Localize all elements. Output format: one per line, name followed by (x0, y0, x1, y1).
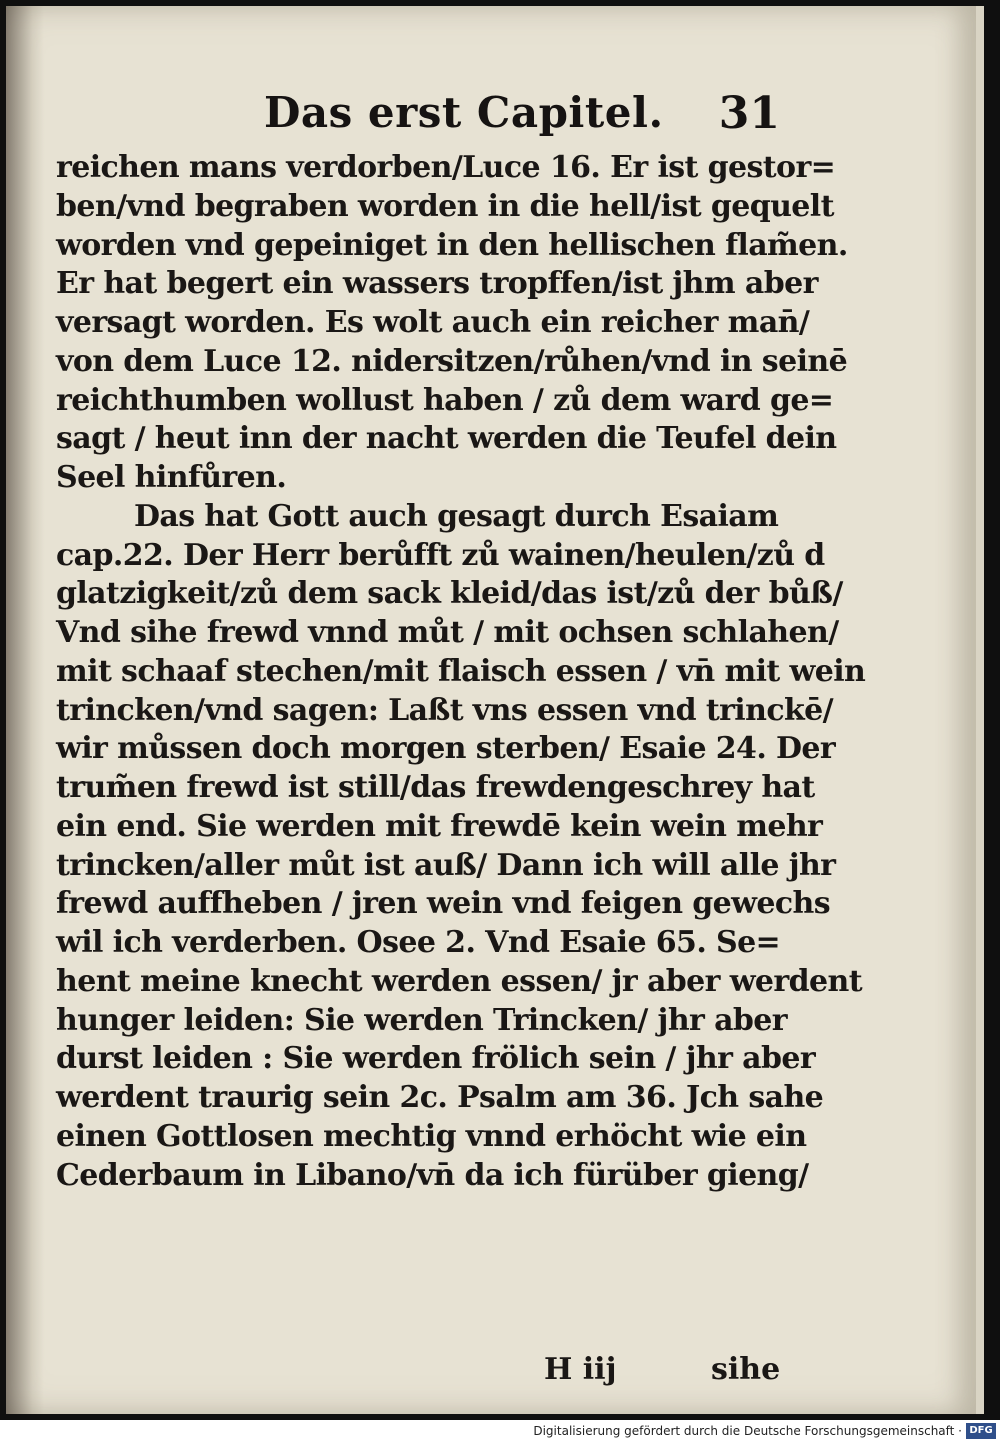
text-line: Vnd sihe frewd vnnd můt / mit ochsen schlahen/ (56, 615, 839, 650)
text-line: reichthumben wollust haben / zů dem ward ge= (56, 382, 834, 418)
text-line: glatzigkeit/zů dem sack kleid/das ist/zů der bůß/ (56, 576, 843, 612)
signature-mark: H iij (544, 1352, 617, 1387)
text-line: versagt worden. Es wolt auch ein reicher man̄/ (56, 305, 810, 340)
running-title: Das erst Capitel. (264, 88, 664, 137)
text-line: hent meine knecht werden essen/ jr aber werdent (56, 963, 862, 999)
text-line: einen Gottlosen mechtig vnnd erhöcht wie ein (56, 1118, 807, 1154)
text-line: cap.22. Der Herr berůfft zů wainen/heulen/zů d (56, 537, 825, 573)
book-page (6, 6, 984, 1414)
dfg-logo-icon: DFG (966, 1423, 996, 1439)
text-line: hunger leiden: Sie werden Trincken/ jhr aber (56, 1002, 787, 1038)
page-footer (56, 1352, 781, 1392)
text-line: trum̃en frewd ist still/das frewdengeschrey hat (56, 770, 815, 805)
text-line: Cederbaum in Libano/vn̄ da ich fürüber gieng/ (56, 1157, 809, 1193)
text-line: ben/vnd begraben worden in die hell/ist gequelt (56, 188, 834, 224)
text-line: trincken/vnd sagen: Laßt vns essen vnd trinckē/ (56, 692, 834, 728)
text-line: frewd auffheben / jren wein vnd feigen gewechs (56, 886, 831, 922)
text-line: trincken/aller můt ist auß/ Dann ich will alle jhr (56, 847, 836, 883)
text-line: ein end. Sie werden mit frewdē kein wein mehr (56, 808, 823, 844)
paragraph-start-line: Das hat Gott auch gesagt durch Esaiam (134, 498, 779, 534)
credit-text: Digitalisierung gefördert durch die Deutsche Forschungsgemeinschaft · (533, 1424, 962, 1438)
text-line: durst leiden : Sie werden frölich sein / jhr aber (56, 1041, 816, 1077)
text-line: Seel hinfůren. (56, 460, 287, 495)
text-line: Er hat begert ein wassers tropffen/ist jhm aber (56, 266, 818, 302)
text-line: sagt / heut inn der nacht werden die Teufel dein (56, 421, 837, 457)
page-header (264, 88, 784, 148)
binding-gutter (6, 6, 44, 1414)
text-line: worden vnd gepeiniget in den hellischen flam̃en. (56, 227, 848, 263)
text-line: mit schaaf stechen/mit flaisch essen / vn̄ mit wein (56, 653, 866, 689)
text-line: reichen mans verdorben/Luce 16. Er ist gestor= (56, 150, 836, 185)
catchword: sihe (711, 1352, 781, 1387)
text-line: wil ich verderben. Osee 2. Vnd Esaie 65. Se= (56, 925, 781, 960)
text-line: werdent traurig sein 2c. Psalm am 36. Jch sahe (56, 1080, 824, 1115)
page-number: 31 (718, 88, 780, 139)
text-line: von dem Luce 12. nidersitzen/růhen/vnd in seinē (56, 343, 848, 379)
body-text (56, 149, 866, 1387)
credit-bar (0, 1420, 1000, 1444)
text-line: wir můssen doch morgen sterben/ Esaie 24. Der (56, 731, 836, 767)
